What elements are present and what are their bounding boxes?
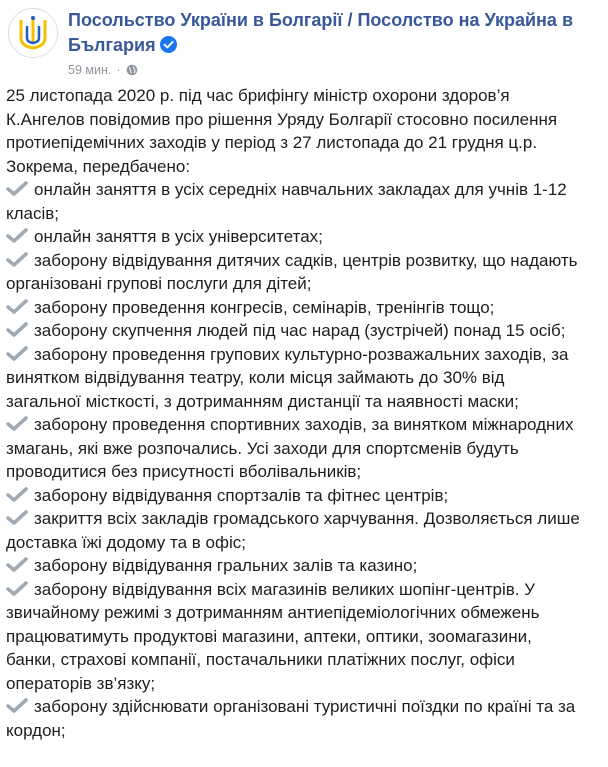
- line-text: заборону скупчення людей під час нарад (зустрічей) понад 15 осіб;: [34, 321, 566, 340]
- line-text: онлайн заняття в усіх середніх навчальних закладах для учнів 1-12: [34, 180, 567, 199]
- check-mark-icon: [6, 487, 28, 502]
- text-line: [6, 202, 602, 226]
- line-text: винятком відвідування театру, коли місця займають до 30% від: [6, 368, 505, 387]
- text-line: [6, 272, 602, 296]
- line-text: заборону проведення групових культурно-розважальних заходів, за: [34, 344, 569, 364]
- line-text: заборону відвідування дитячих садків, центрів розвитку, що надають: [34, 250, 578, 270]
- bullet-item: [6, 319, 602, 343]
- line-text: звичайному режимі з дотриманням антиепідеміологічних обмежень: [6, 603, 540, 622]
- line-text: онлайн заняття в усіх університетах;: [34, 227, 323, 246]
- line-text: кордон;: [6, 720, 66, 740]
- line-text: організовані групові послуги для дітей;: [6, 274, 312, 293]
- check-mark-icon: [6, 228, 28, 243]
- globe-icon[interactable]: [126, 64, 138, 76]
- line-text: заборону проведення конгресів, семінарів, тренінгів тощо;: [34, 297, 495, 317]
- bullet-item: [6, 249, 602, 273]
- line-text: банки, страхові компанії, постачальники платіжних послуг, офіси: [6, 650, 515, 669]
- text-line: [6, 366, 602, 390]
- bullet-item: [6, 296, 602, 320]
- line-text: заборону проведення спортивних заходів, за винятком міжнародних: [34, 415, 574, 434]
- check-mark-icon: [6, 322, 28, 337]
- bullet-item: [6, 225, 602, 249]
- line-text: заборону відвідування всіх магазинів великих шопінг-центрів. У: [34, 579, 536, 599]
- page-name-link[interactable]: [68, 8, 598, 58]
- line-text: доставка їжі додому та в офіс;: [6, 532, 246, 552]
- text-line: [6, 108, 602, 132]
- bullet-item: [6, 554, 602, 578]
- verified-badge-icon: [160, 36, 177, 53]
- line-text: 25 листопада 2020 р. під час брифінгу міністр охорони здоров’я: [6, 86, 510, 105]
- bullet-item: [6, 413, 602, 437]
- line-text: протиепідемічних заходів у період з 27 листопада до 21 грудня ц.р.: [6, 133, 538, 152]
- bullet-item: [6, 507, 602, 531]
- post-meta: [68, 62, 138, 78]
- line-text: закриття всіх закладів громадського харчування. Дозволяється лише: [34, 509, 580, 528]
- check-mark-icon: [6, 581, 28, 596]
- line-text: К.Ангелов повідомив про рішення Уряду Болгарії стосовно посилення: [6, 109, 558, 129]
- text-line: [6, 390, 602, 414]
- text-line: [6, 131, 602, 155]
- bullet-item: [6, 484, 602, 508]
- text-line: [6, 648, 602, 672]
- avatar[interactable]: [8, 8, 58, 58]
- line-text: проводитися без присутності вболівальників;: [6, 462, 362, 481]
- line-text: класів;: [6, 203, 60, 223]
- check-mark-icon: [6, 510, 28, 525]
- check-mark-icon: [6, 252, 28, 267]
- text-line: [6, 437, 602, 461]
- bullet-item: [6, 578, 602, 602]
- check-mark-icon: [6, 299, 28, 314]
- text-line: [6, 155, 602, 179]
- post-body: [6, 84, 602, 742]
- check-mark-icon: [6, 557, 28, 572]
- check-mark-icon: [6, 698, 28, 713]
- text-line: [6, 672, 602, 696]
- text-line: [6, 460, 602, 484]
- line-text: операторів зв’язку;: [6, 673, 156, 693]
- check-mark-icon: [6, 416, 28, 431]
- page-name-line1: Посольство України в Болгарії / Посолство на Украйна в: [68, 10, 574, 30]
- line-text: Зокрема, передбачено:: [6, 156, 191, 176]
- text-line: [6, 719, 602, 743]
- line-text: змагань, які вже розпочались. Усі заходи для спортсменів будуть: [6, 438, 519, 458]
- line-text: заборону відвідування спортзалів та фітнес центрів;: [34, 485, 449, 505]
- post-header: [8, 6, 598, 76]
- line-text: працюватимуть продуктові магазини, аптеки, оптики, зоомагазини,: [6, 626, 532, 646]
- line-text: заборону здійснювати організовані туристичні поїздки по країні та за: [34, 697, 576, 716]
- post-timestamp[interactable]: 59 мин.: [68, 63, 112, 77]
- bullet-item: [6, 178, 602, 202]
- trident-icon: [16, 14, 50, 52]
- meta-separator: ·: [116, 63, 121, 77]
- text-line: [6, 601, 602, 625]
- bullet-item: [6, 695, 602, 719]
- check-mark-icon: [6, 181, 28, 196]
- text-line: [6, 531, 602, 555]
- page-name-line2: България: [68, 35, 156, 55]
- line-text: загальної місткості, з дотриманням дистанції та наявності маски;: [6, 391, 519, 411]
- bullet-item: [6, 343, 602, 367]
- check-mark-icon: [6, 346, 28, 361]
- line-text: заборону відвідування гральних залів та казино;: [34, 556, 418, 575]
- text-line: [6, 84, 602, 108]
- text-line: [6, 625, 602, 649]
